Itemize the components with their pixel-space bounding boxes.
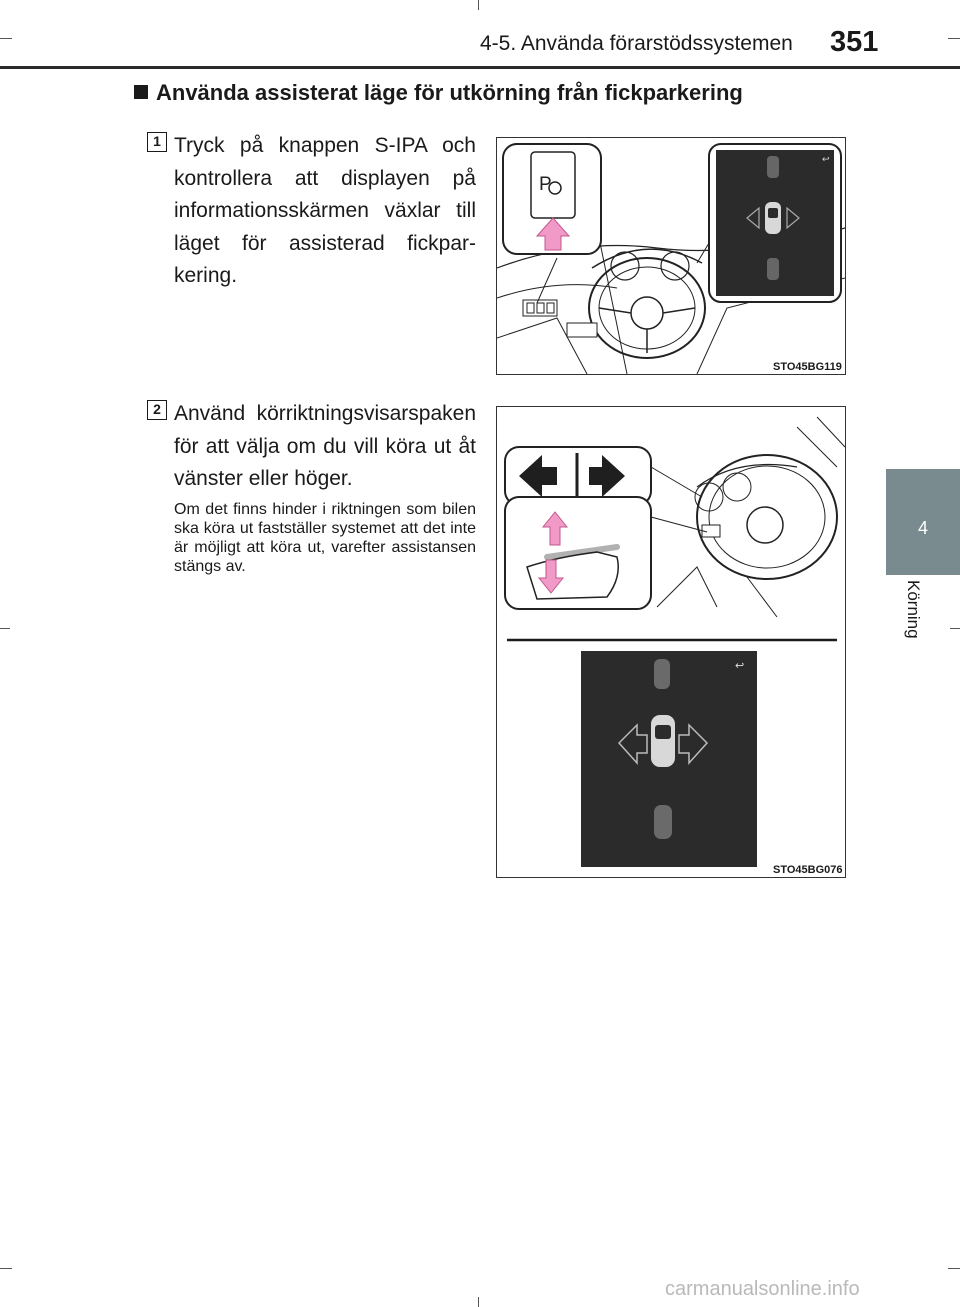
chapter-label: Körning (904, 580, 923, 639)
svg-text:P: P (539, 174, 552, 195)
crop-mark (478, 0, 479, 10)
page-number: 351 (830, 26, 879, 58)
crop-mark (0, 38, 12, 39)
return-icon: ↩ (735, 660, 745, 672)
crop-mark (0, 1268, 12, 1269)
turn-signal-illustration (497, 407, 845, 877)
section-heading-text: Använda assisterat läge för utkörning från fickparkering (156, 80, 743, 105)
svg-text:↩: ↩ (822, 154, 830, 164)
figure-id: STO45BG076 (773, 864, 843, 876)
watermark: carmanualsonline.info (665, 1278, 860, 1300)
section-heading (134, 80, 743, 106)
step-text: Använd körriktningsvisarspaken för att välja om du vill köra ut åt vänster eller höger. (174, 402, 476, 490)
dashboard-illustration (497, 138, 845, 374)
step-number-badge: 2 (147, 400, 167, 420)
crop-mark (0, 628, 10, 629)
crop-mark (948, 1268, 960, 1269)
step-number-badge: 1 (147, 132, 167, 152)
chapter-title: 4-5. Använda förarstödssystemen (480, 32, 793, 55)
step-note: Om det finns hinder i riktningen som bilen ska köra ut fastställer systemet att det inte är möjligt att köra ut, varefter assistansen stängs av. (174, 501, 476, 575)
figure-sipa-button (496, 137, 846, 375)
square-bullet-icon (134, 85, 148, 99)
chapter-number: 4 (917, 518, 928, 538)
car-icon (651, 715, 675, 767)
step-text: Tryck på knappen S-IPA och kontrollera att displayen på informationsskärmen växlar till läget för assisterad fickparkering. (174, 134, 476, 287)
header-rule (0, 66, 960, 69)
figure-id: STO45BG119 (773, 361, 842, 373)
figure-turn-signal-lever (496, 406, 846, 878)
crop-mark (478, 1297, 479, 1307)
crop-mark (950, 628, 960, 629)
crop-mark (948, 38, 960, 39)
